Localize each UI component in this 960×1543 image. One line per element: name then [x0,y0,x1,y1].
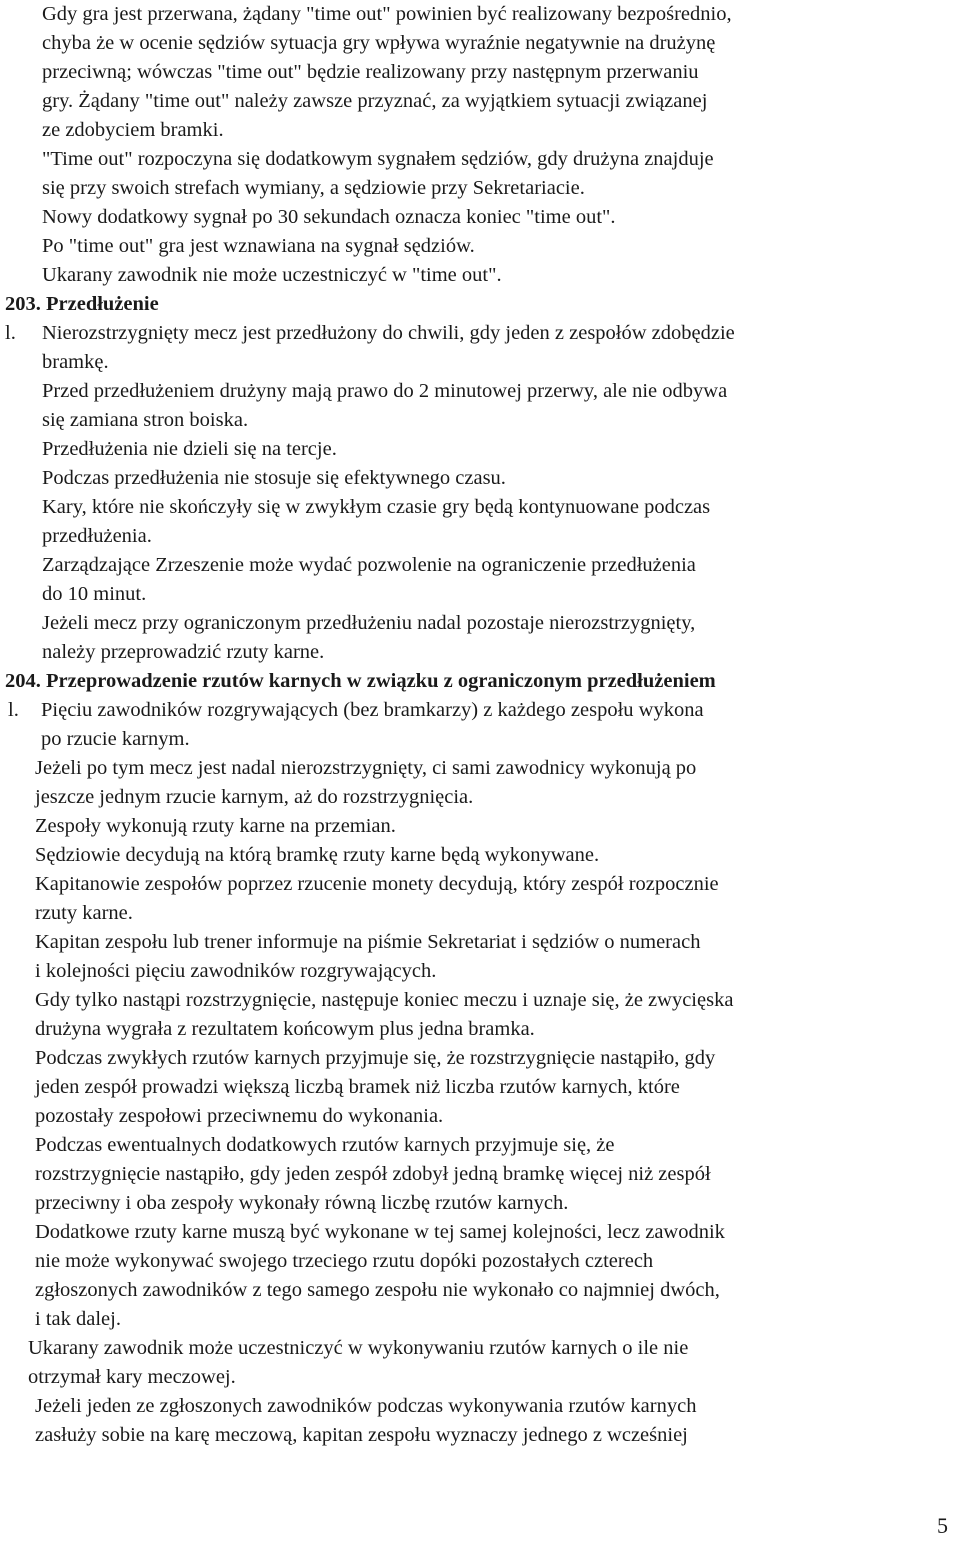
text-line: Podczas zwykłych rzutów karnych przyjmuje się, że rozstrzygnięcie nastąpiło, gdy [35,1047,716,1069]
text-line: otrzymał kary meczowej. [28,1366,236,1388]
text-line: przeciwną; wówczas "time out" będzie realizowany przy następnym przerwaniu [42,61,699,83]
text-line: Jeżeli jeden ze zgłoszonych zawodników podczas wykonywania rzutów karnych [35,1395,697,1417]
text-line: Przedłużenia nie dzieli się na tercje. [42,438,337,460]
text-line: nie może wykonywać swojego trzeciego rzutu dopóki pozostałych czterech [35,1250,654,1272]
text-line: należy przeprowadzić rzuty karne. [42,641,325,663]
text-line: gry. Żądany "time out" należy zawsze przyznać, za wyjątkiem sytuacji związanej [42,90,708,112]
text-line: Ukarany zawodnik nie może uczestniczyć w "time out". [42,264,502,286]
text-line: jeden zespół prowadzi większą liczbą bramek niż liczba rzutów karnych, które [35,1076,680,1098]
page-number: 5 [937,1513,948,1538]
text-line: Nowy dodatkowy sygnał po 30 sekundach oznacza koniec "time out". [42,206,616,228]
text-line: Podczas ewentualnych dodatkowych rzutów karnych przyjmuje się, że [35,1134,615,1156]
text-line: Kapitanowie zespołów poprzez rzucenie monety decydują, który zespół rozpocznie [35,873,719,895]
text-line: zasłuży sobie na karę meczową, kapitan zespołu wyznaczy jednego z wcześniej [35,1424,688,1446]
text-line: Dodatkowe rzuty karne muszą być wykonane w tej samej kolejności, lecz zawodnik [35,1221,725,1243]
text-line: drużyna wygrała z rezultatem końcowym plus jedna bramka. [35,1018,535,1040]
text-line: do 10 minut. [42,583,147,605]
text-line: przeciwny i oba zespoły wykonały równą liczbę rzutów karnych. [35,1192,569,1214]
text-line: i kolejności pięciu zawodników rozgrywających. [35,960,437,982]
text-line: Nierozstrzygnięty mecz jest przedłużony do chwili, gdy jeden z zespołów zdobędzie [42,322,735,344]
text-line: Kary, które nie skończyły się w zwykłym czasie gry będą kontynuowane podczas [42,496,711,518]
text-line: "Time out" rozpoczyna się dodatkowym sygnałem sędziów, gdy drużyna znajduje [42,148,714,170]
text-line: się przy swoich strefach wymiany, a sędziowie przy Sekretariacie. [42,177,585,199]
section-heading-203: 203. Przedłużenie [5,293,159,315]
text-line: Jeżeli mecz przy ograniczonym przedłużeniu nadal pozostaje nierozstrzygnięty, [42,612,696,634]
text-line: i tak dalej. [35,1308,121,1330]
text-line: Jeżeli po tym mecz jest nadal nierozstrzygnięty, ci sami zawodnicy wykonują po [35,757,697,779]
text-line: Po "time out" gra jest wznawiana na sygnał sędziów. [42,235,475,257]
text-line: się zamiana stron boiska. [42,409,249,431]
item-marker: l. [8,699,19,721]
text-line: rozstrzygnięcie nastąpiło, gdy jeden zespół zdobył jedną bramkę więcej niż zespół [35,1163,711,1185]
text-line: ze zdobyciem bramki. [42,119,224,141]
item-marker: l. [5,322,16,344]
text-line: chyba że w ocenie sędziów sytuacja gry wpływa wyraźnie negatywnie na drużynę [42,32,716,54]
text-line: zgłoszonych zawodników z tego samego zespołu nie wykonało co najmniej dwóch, [35,1279,720,1301]
text-line: pozostały zespołowi przeciwnemu do wykonania. [35,1105,444,1127]
text-line: Pięciu zawodników rozgrywających (bez bramkarzy) z każdego zespołu wykona [41,699,704,721]
text-line: Sędziowie decydują na którą bramkę rzuty karne będą wykonywane. [35,844,600,866]
text-line: rzuty karne. [35,902,133,924]
text-line: Kapitan zespołu lub trener informuje na piśmie Sekretariat i sędziów o numerach [35,931,701,953]
text-line: jeszcze jednym rzucie karnym, aż do rozstrzygnięcia. [35,786,474,808]
text-line: Podczas przedłużenia nie stosuje się efektywnego czasu. [42,467,506,489]
text-line: Gdy gra jest przerwana, żądany "time out" powinien być realizowany bezpośrednio, [42,3,732,25]
text-line: po rzucie karnym. [41,728,190,750]
text-line: bramkę. [42,351,109,373]
text-line: Przed przedłużeniem drużyny mają prawo do 2 minutowej przerwy, ale nie odbywa [42,380,728,402]
text-line: Zarządzające Zrzeszenie może wydać pozwolenie na ograniczenie przedłużenia [42,554,696,576]
text-line: Gdy tylko nastąpi rozstrzygnięcie, następuje koniec meczu i uznaje się, że zwycięska [35,989,734,1011]
section-heading-204: 204. Przeprowadzenie rzutów karnych w związku z ograniczonym przedłużeniem [5,670,716,692]
text-line: przedłużenia. [42,525,152,547]
text-line: Ukarany zawodnik może uczestniczyć w wykonywaniu rzutów karnych o ile nie [28,1337,689,1359]
text-line: Zespoły wykonują rzuty karne na przemian. [35,815,396,837]
